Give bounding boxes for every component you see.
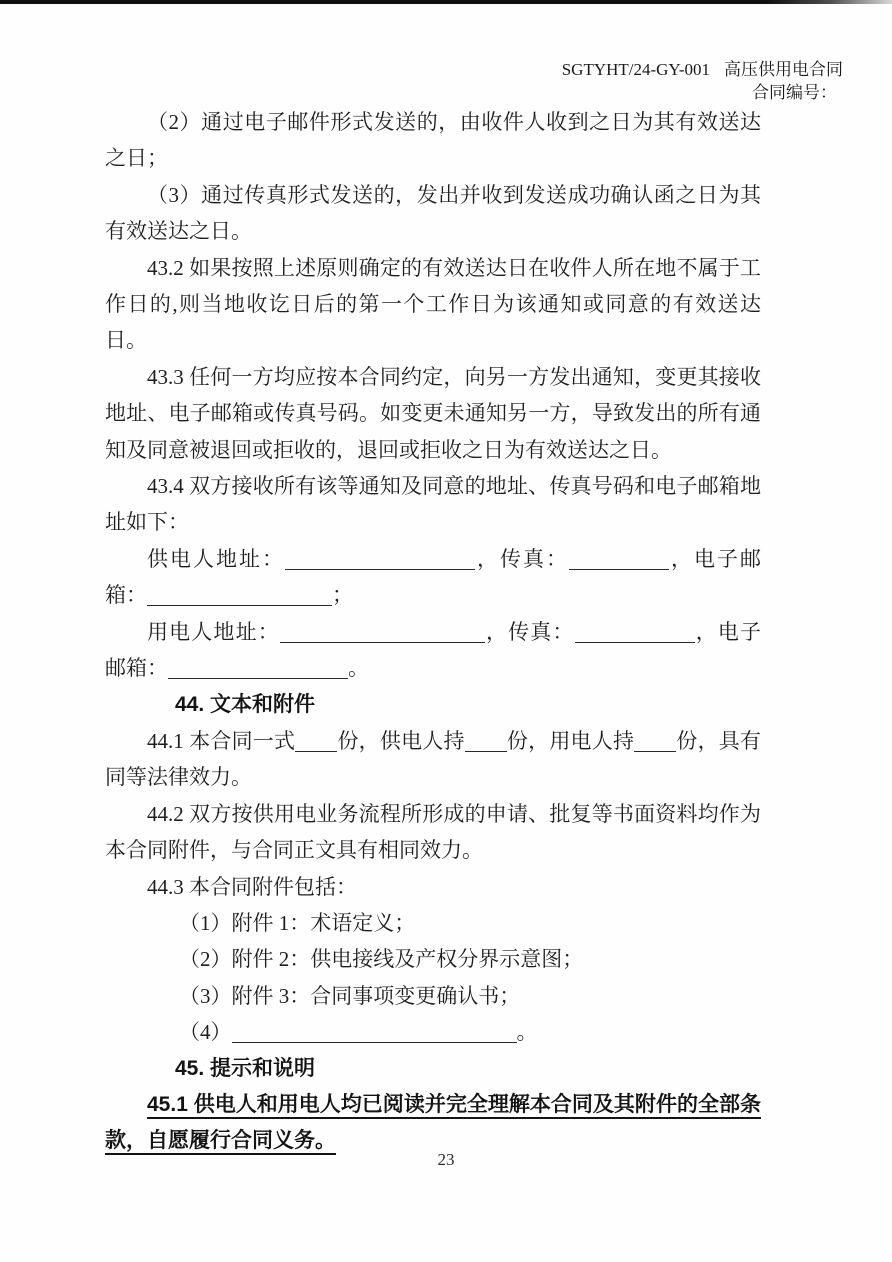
contract-number-line	[0, 81, 843, 104]
clause-45-1: 45.1 供电人和用电人均已阅读并完全理解本合同及其附件的全部条款，自愿履行合同义务。	[105, 1092, 761, 1153]
attachment-item-3: （3）附件 3：合同事项变更确认书；	[179, 983, 521, 1008]
section-45-heading: 45. 提示和说明	[175, 1056, 316, 1080]
consumer-email-blank	[168, 657, 348, 679]
supplier-address-label: 供电人地址：	[147, 546, 285, 571]
section-44-heading: 44. 文本和附件	[175, 692, 316, 716]
clause-43-2: 43.2 如果按照上述原则确定的有效送达日在收件人所在地不属于工作日的,则当地收讫日后的第一个工作日为该通知或同意的有效送达日。	[105, 255, 761, 353]
attachment-item-1: （1）附件 1：术语定义；	[179, 910, 416, 935]
supplier-fax-label: ，传真：	[475, 546, 569, 571]
document-header	[0, 58, 843, 104]
clause-44-1-seg2: 份，供电人持	[337, 728, 465, 753]
clause-item-3: （3）通过传真形式发送的，发出并收到发送成功确认函之日为其有效送达之日。	[105, 182, 761, 244]
contract-body	[105, 104, 761, 1160]
copies-total-blank	[295, 730, 337, 752]
supplier-line-end: ；	[332, 583, 353, 608]
clause-43-4: 43.4 双方接收所有该等通知及同意的地址、传真号码和电子邮箱地址如下：	[105, 474, 761, 535]
attachment-item-4-label: （4）	[179, 1020, 232, 1045]
clause-44-1-seg3: 份，用电人持	[506, 728, 635, 753]
supplier-email-label: ，电子邮箱：	[105, 546, 761, 608]
attachment-item-4	[105, 1014, 761, 1050]
clause-44-1-seg1: 44.1 本合同一式	[147, 728, 296, 753]
supplier-email-blank	[147, 584, 332, 606]
document-title: 高压供用电合同	[724, 60, 843, 79]
scan-edge-artifact	[0, 0, 892, 4]
supplier-contact-line	[105, 541, 761, 614]
consumer-fax-label: ，传真：	[484, 619, 575, 644]
clause-44-1-seg4: 份，具有同等法律效力。	[105, 728, 762, 790]
consumer-fax-blank	[575, 621, 695, 643]
consumer-address-label: 用电人地址：	[147, 619, 280, 644]
attachment-item-4-end: 。	[516, 1020, 538, 1045]
clause-44-3: 44.3 本合同附件包括：	[147, 874, 357, 899]
supplier-address-blank	[285, 548, 475, 570]
clause-item-2: （2）通过电子邮件形式发送的，由收件人收到之日为其有效送达之日；	[105, 110, 761, 171]
document-code: SGTYHT/24-GY-001	[561, 60, 710, 79]
page-number: 23	[437, 1150, 455, 1169]
consumer-contact-line	[105, 614, 761, 687]
clause-44-1	[105, 723, 761, 796]
consumer-line-end: 。	[348, 656, 369, 681]
page-footer	[0, 1150, 892, 1170]
clause-44-2: 44.2 双方按供用电业务流程所形成的申请、批复等书面资料均作为本合同附件，与合同正文具有相同效力。	[105, 801, 761, 863]
contract-number-label: 合同编号：	[752, 83, 837, 102]
supplier-fax-blank	[569, 548, 669, 570]
attachment-item-4-blank	[232, 1021, 517, 1043]
copies-supplier-blank	[465, 730, 507, 752]
attachment-item-2: （2）附件 2：供电接线及产权分界示意图；	[179, 947, 584, 972]
clause-43-3: 43.3 任何一方均应按本合同约定，向另一方发出通知，变更其接收地址、电子邮箱或传真号码。如变更未通知另一方，导致发出的所有通知及同意被退回或拒收的，退回或拒收之日为有效送达之日。	[105, 364, 761, 462]
consumer-address-blank	[280, 621, 485, 643]
copies-consumer-blank	[634, 730, 676, 752]
consumer-email-label: ，电子邮箱：	[105, 619, 762, 681]
header-title-line	[0, 58, 843, 81]
